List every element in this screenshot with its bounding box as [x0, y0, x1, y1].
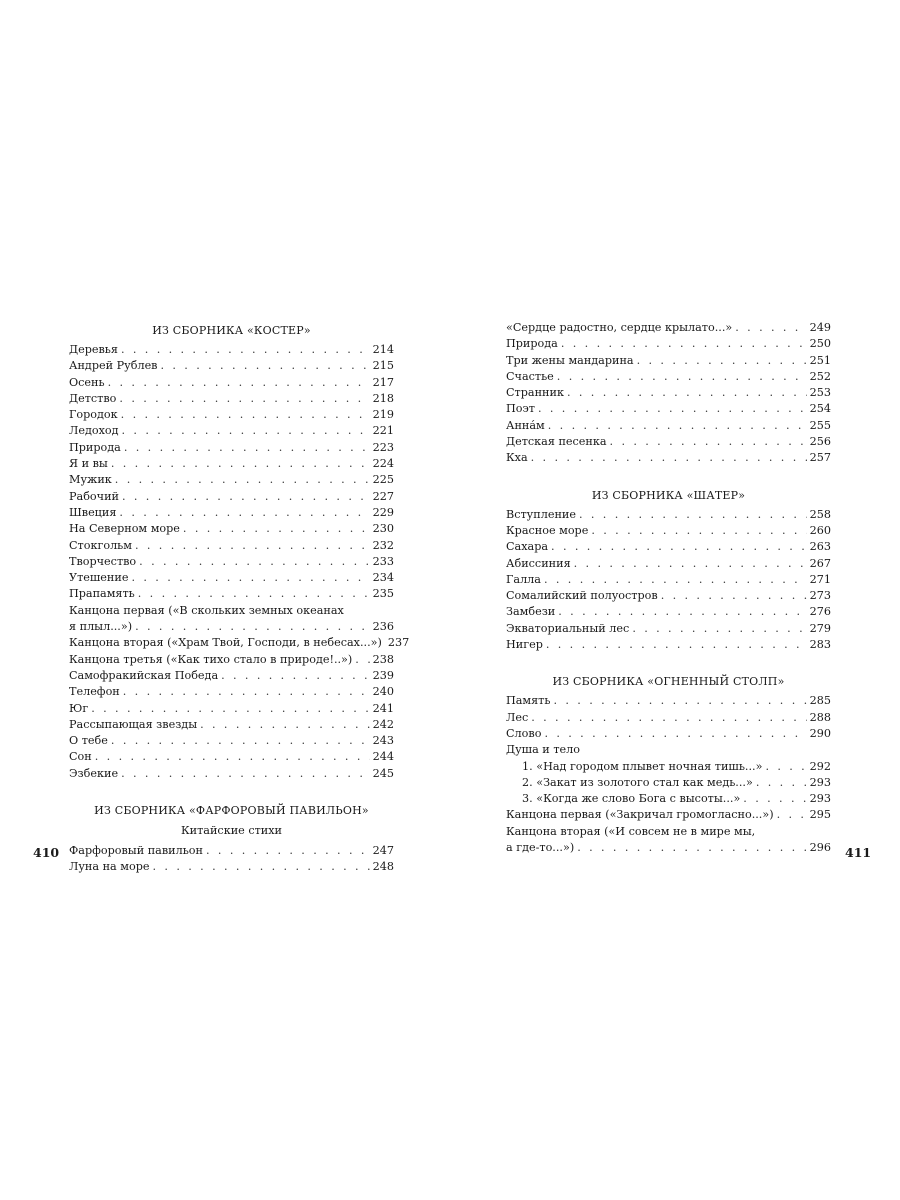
toc-entry-title: О тебе [69, 734, 108, 748]
toc-entry-title: Эзбекие [69, 766, 119, 780]
dot-leader [91, 701, 369, 717]
toc-entry-title: Нигер [506, 638, 543, 652]
dot-leader [121, 766, 370, 782]
toc-entry[interactable] [69, 668, 394, 684]
section-heading: ИЗ СБОРНИКА «ОГНЕННЫЙ СТОЛП» [552, 675, 785, 689]
toc-entry-title: Луна на море [69, 860, 150, 874]
dot-leader [122, 489, 370, 505]
toc-list [69, 843, 394, 876]
toc-entry-page: 217 [372, 375, 394, 389]
toc-entry-page: 263 [809, 540, 831, 554]
toc-entry-title: «Сердце радостно, сердце крылато...» [506, 321, 733, 334]
toc-entry[interactable] [69, 423, 394, 439]
toc-entry-title-line1: Канцона первая («В скольких земных океанах [69, 603, 344, 617]
toc-entry[interactable] [506, 807, 831, 823]
dot-leader [123, 684, 370, 700]
dot-leader [111, 733, 370, 749]
toc-entry[interactable] [69, 717, 394, 733]
toc-entry-page: 218 [372, 391, 394, 405]
toc-entry-page: 257 [809, 451, 831, 465]
dot-leader [756, 775, 807, 791]
toc-entry-page: 293 [809, 792, 831, 806]
toc-entry[interactable] [506, 507, 831, 523]
toc-entry[interactable] [506, 693, 831, 709]
toc-entry-title: а где-то...») [506, 841, 575, 855]
toc-entry-page: 245 [372, 766, 394, 780]
dot-leader [221, 668, 370, 684]
toc-entry-page: 296 [809, 841, 831, 855]
dot-leader [111, 456, 370, 472]
toc-entry[interactable] [69, 538, 394, 554]
toc-entry-page: 255 [809, 418, 831, 432]
toc-entry-title: Кха [506, 451, 528, 465]
toc-list [69, 342, 410, 782]
dot-leader [661, 588, 807, 604]
toc-entry[interactable] [69, 456, 394, 472]
toc-entry-title: 2. «Закат из золотого стал как медь...» [522, 775, 753, 789]
toc-entry-page: 279 [809, 621, 831, 635]
toc-entry-page: 276 [809, 605, 831, 619]
toc-entry-title: Замбези [506, 605, 556, 619]
toc-list [506, 320, 831, 467]
toc-entry-title: Самофракийская Победа [69, 668, 219, 682]
toc-entry-title: Лес [506, 710, 529, 724]
toc-list [506, 693, 831, 856]
toc-entry-title: Ледоход [69, 424, 119, 438]
toc-entry-page: 241 [372, 701, 394, 715]
dot-leader [206, 843, 370, 859]
toc-entry-page: 249 [809, 321, 831, 334]
toc-entry-title: Детство [69, 391, 117, 405]
toc-entry-title: Стокгольм [69, 538, 132, 552]
toc-entry-page: 258 [809, 507, 831, 521]
toc-entry[interactable] [506, 588, 831, 604]
toc-entry[interactable] [506, 353, 831, 369]
dot-leader [153, 859, 370, 875]
toc-entry[interactable] [506, 450, 831, 466]
toc-entry-title: Осень [69, 375, 105, 389]
toc-entry-page: 285 [809, 694, 831, 708]
toc-entry[interactable] [506, 539, 831, 555]
dot-leader [574, 556, 807, 572]
toc-entry-title: Природа [506, 337, 558, 351]
dot-leader [160, 358, 369, 374]
dot-leader [119, 505, 369, 521]
section-heading: ИЗ СБОРНИКА «ШАТЕР» [591, 488, 746, 502]
toc-entry-page: 240 [372, 685, 394, 699]
toc-entry[interactable] [69, 586, 394, 602]
toc-entry[interactable] [69, 733, 394, 749]
toc-entry[interactable] [506, 775, 831, 791]
toc-entry-page: 293 [809, 775, 831, 789]
toc-entry-title: Фарфоровый павильон [69, 844, 203, 858]
toc-entry[interactable] [506, 401, 831, 417]
toc-entry-title: Анна́м [506, 418, 545, 432]
toc-entry[interactable] [506, 434, 831, 450]
dot-leader [538, 401, 807, 417]
dot-leader [765, 759, 806, 775]
toc-entry-page: 260 [809, 523, 831, 537]
toc-entry[interactable] [506, 369, 831, 385]
toc-entry-page: 250 [809, 337, 831, 351]
dot-leader [561, 336, 807, 352]
toc-entry-title: Утешение [69, 571, 129, 585]
toc-entry-title: Швеция [69, 505, 117, 519]
toc-entry-page: 225 [372, 473, 394, 487]
toc-entry-page: 230 [372, 522, 394, 536]
dot-leader [124, 440, 370, 456]
toc-entry-title-line1: Канцона вторая («И совсем не в мире мы, [506, 824, 756, 838]
toc-entry[interactable] [506, 759, 831, 775]
toc-entry[interactable] [69, 619, 394, 635]
toc-entry-title: Природа [69, 440, 121, 454]
toc-entry[interactable] [69, 489, 394, 505]
dot-leader [121, 342, 370, 358]
toc-entry-title: Городок [69, 408, 118, 422]
toc-entry[interactable] [69, 407, 394, 423]
dot-leader [558, 604, 806, 620]
toc-entry[interactable] [69, 472, 394, 488]
dot-leader [610, 434, 807, 450]
right-page [506, 320, 831, 856]
toc-entry-page: 242 [372, 717, 394, 731]
dot-leader [632, 621, 806, 637]
toc-entry[interactable] [69, 440, 394, 456]
toc-entry-title: 3. «Когда же слово Бога с высоты...» [522, 792, 741, 806]
toc-entry[interactable] [69, 375, 394, 391]
toc-entry[interactable] [506, 637, 831, 653]
toc-entry-page: 254 [809, 402, 831, 416]
dot-leader [355, 652, 369, 668]
toc-entry-page: 288 [809, 710, 831, 724]
dot-leader [743, 791, 806, 807]
toc-entry-title: Абиссиния [506, 556, 571, 570]
toc-entry[interactable] [506, 791, 831, 807]
toc-entry-page: 256 [809, 435, 831, 449]
dot-leader [637, 353, 807, 369]
toc-entry-page: 251 [809, 353, 831, 367]
toc-entry-page: 221 [372, 424, 394, 438]
dot-leader [544, 572, 807, 588]
toc-entry[interactable] [506, 320, 831, 336]
dot-leader [95, 749, 370, 765]
toc-entry-group-title: Душа и тело [506, 743, 580, 757]
toc-entry-page: 219 [372, 408, 394, 422]
page-number-left: 410 [33, 845, 60, 860]
toc-entry[interactable] [69, 843, 394, 859]
toc-entry-page: 247 [372, 844, 394, 858]
dot-leader [119, 391, 369, 407]
toc-entry-page: 229 [372, 505, 394, 519]
toc-entry-page: 227 [372, 489, 394, 503]
toc-entry-title: Сахара [506, 540, 549, 554]
toc-entry-title: Детская песенка [506, 435, 607, 449]
toc-entry-title: Поэт [506, 402, 535, 416]
toc-entry-title: Юг [69, 701, 89, 715]
toc-entry[interactable] [69, 749, 394, 765]
toc-entry-page: 283 [809, 638, 831, 652]
toc-entry-title: Творчество [69, 554, 137, 568]
dot-leader [551, 539, 807, 555]
section-subheading: Китайские стихи [181, 824, 282, 838]
dot-leader [577, 840, 806, 856]
toc-entry-page: 239 [372, 668, 394, 682]
dot-leader [567, 385, 807, 401]
toc-entry[interactable] [69, 358, 394, 374]
toc-entry[interactable] [506, 621, 831, 637]
dot-leader [131, 570, 369, 586]
section-heading: ИЗ СБОРНИКА «ФАРФОРОВЫЙ ПАВИЛЬОН» [94, 804, 369, 818]
dot-leader [579, 507, 807, 523]
toc-entry[interactable] [506, 726, 831, 742]
toc-entry[interactable] [69, 652, 394, 668]
toc-entry-page: 234 [372, 571, 394, 585]
toc-entry-title: Рассыпающая звезды [69, 717, 198, 731]
dot-leader [115, 472, 370, 488]
dot-leader [139, 554, 369, 570]
toc-entry-page: 236 [372, 620, 394, 634]
toc-entry-title: Канцона третья («Как тихо стало в природе!..») [69, 652, 353, 666]
toc-entry-title: Странник [506, 386, 564, 400]
toc-entry-page: 232 [372, 538, 394, 552]
dot-leader [553, 693, 806, 709]
toc-entry-page: 273 [809, 589, 831, 603]
section-heading: ИЗ СБОРНИКА «КОСТЕР» [152, 324, 311, 337]
toc-entry-page: 233 [372, 554, 394, 568]
toc-entry-page: 292 [809, 759, 831, 773]
dot-leader [108, 375, 370, 391]
toc-entry-page: 267 [809, 556, 831, 570]
toc-entry-title: Андрей Рублев [69, 359, 158, 373]
dot-leader [544, 726, 806, 742]
toc-entry[interactable] [69, 554, 394, 570]
toc-entry-page: 244 [372, 750, 394, 764]
toc-entry[interactable] [506, 418, 831, 434]
toc-entry-title: Я и вы [69, 457, 108, 471]
toc-entry-title: Мужик [69, 473, 112, 487]
toc-entry[interactable] [69, 521, 394, 537]
toc-list [506, 507, 831, 654]
dot-leader [122, 423, 370, 439]
toc-entry-title: 1. «Над городом плывет ночная тишь...» [522, 759, 763, 773]
toc-entry-title: Сон [69, 750, 92, 764]
toc-entry-page: 223 [372, 440, 394, 454]
toc-entry[interactable] [69, 570, 394, 586]
toc-entry[interactable] [69, 505, 394, 521]
toc-entry-title: Слово [506, 726, 542, 740]
toc-entry[interactable] [506, 710, 831, 726]
dot-leader [735, 320, 806, 336]
toc-entry-title: Телефон [69, 685, 120, 699]
toc-entry[interactable] [69, 766, 394, 782]
toc-entry[interactable] [506, 385, 831, 401]
toc-entry-page: 238 [372, 652, 394, 666]
toc-entry-page: 224 [372, 457, 394, 471]
toc-entry-title: Три жены мандарина [506, 353, 634, 367]
toc-entry-title: Галла [506, 572, 541, 586]
toc-entry-page: 237 [387, 636, 410, 650]
toc-entry-page: 235 [372, 587, 394, 601]
toc-entry[interactable] [69, 342, 394, 358]
toc-entry[interactable] [69, 701, 394, 717]
toc-entry-title: На Северном море [69, 522, 180, 536]
toc-entry[interactable] [506, 556, 831, 572]
toc-entry[interactable] [506, 523, 831, 539]
dot-leader [121, 407, 370, 423]
toc-entry[interactable] [69, 684, 394, 700]
dot-leader [548, 418, 807, 434]
toc-entry-title: Вступление [506, 507, 576, 521]
toc-entry-page: 248 [372, 860, 394, 874]
toc-entry-title: Канцона первая («Закричал громогласно...») [506, 808, 774, 822]
dot-leader [557, 369, 807, 385]
toc-entry-title: я плыл...») [69, 620, 133, 634]
dot-leader [777, 807, 807, 823]
dot-leader [135, 619, 370, 635]
dot-leader [183, 521, 370, 537]
dot-leader [200, 717, 370, 733]
toc-entry-title: Сомалийский полуостров [506, 589, 658, 603]
toc-entry-title: Экваториальный лес [506, 621, 630, 635]
dot-leader [135, 538, 370, 554]
toc-entry-page: 253 [809, 386, 831, 400]
toc-entry[interactable] [506, 572, 831, 588]
toc-entry[interactable] [506, 604, 831, 620]
toc-entry[interactable] [69, 635, 410, 651]
toc-entry-page: 252 [809, 369, 831, 383]
toc-entry-page: 271 [809, 572, 831, 586]
left-page [69, 320, 410, 876]
toc-entry-title: Счастье [506, 369, 554, 383]
page-number-right: 411 [845, 845, 872, 860]
toc-entry-page: 214 [372, 343, 394, 356]
toc-entry-page: 215 [372, 359, 394, 373]
toc-entry-title: Прапамять [69, 587, 135, 601]
toc-entry[interactable] [506, 840, 831, 856]
toc-entry-title: Деревья [69, 343, 118, 356]
toc-entry-title: Канцона вторая («Храм Твой, Господи, в небесах...») [69, 636, 382, 650]
dot-leader [138, 586, 370, 602]
dot-leader [531, 710, 806, 726]
toc-entry[interactable] [506, 336, 831, 352]
toc-entry-page: 290 [809, 726, 831, 740]
toc-entry-title: Рабочий [69, 489, 119, 503]
dot-leader [591, 523, 806, 539]
toc-entry[interactable] [69, 391, 394, 407]
dot-leader [531, 450, 807, 466]
toc-entry-page: 243 [372, 734, 394, 748]
dot-leader [546, 637, 807, 653]
toc-entry-title: Красное море [506, 523, 589, 537]
toc-entry[interactable] [69, 859, 394, 875]
toc-entry-page: 295 [809, 808, 831, 822]
toc-entry-title: Память [506, 694, 551, 708]
